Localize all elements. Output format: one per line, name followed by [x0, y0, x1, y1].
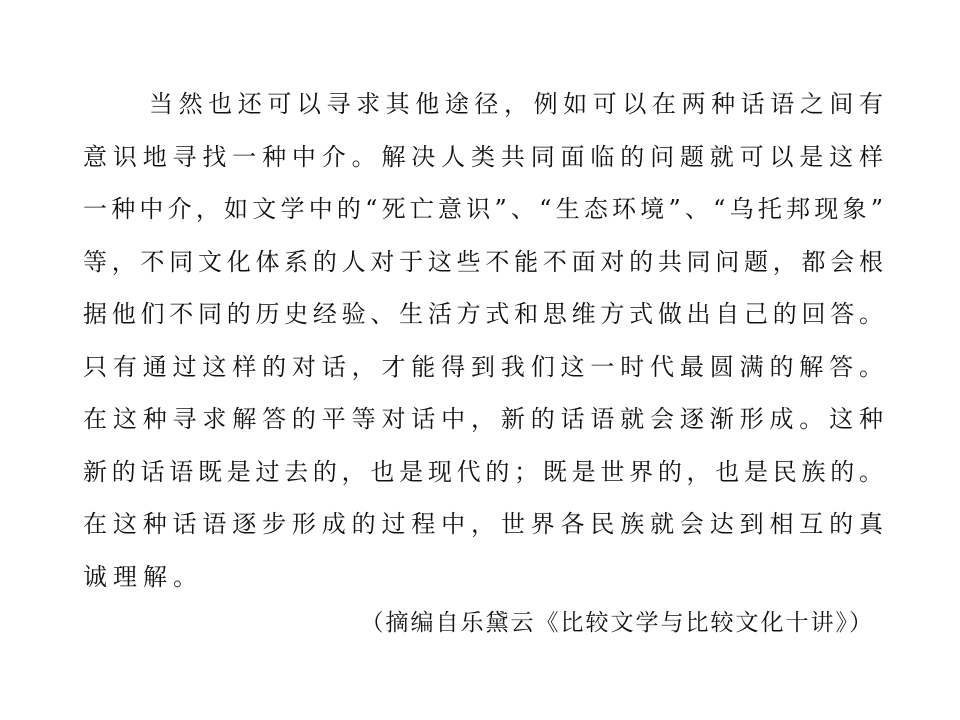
passage-line-5: 据他们不同的历史经验、生活方式和思维方式做出自己的回答。 — [83, 300, 883, 328]
passage-body — [83, 78, 883, 603]
passage-line-8: 新的话语既是过去的，也是现代的；既是世界的，也是民族的。 — [83, 457, 883, 486]
passage-line-7: 在这种寻求解答的平等对话中，新的话语就会逐渐形成。这种 — [83, 405, 883, 433]
passage-line-6: 只有通过这样的对话，才能得到我们这一时代最圆满的解答。 — [83, 352, 883, 381]
passage-line-1: 当然也还可以寻求其他途径，例如可以在两种话语之间有 — [149, 90, 883, 118]
passage-line-9: 在这种话语逐步形成的过程中，世界各民族就会达到相互的真 — [83, 510, 883, 538]
source-citation: （摘编自乐黛云《比较文学与比较文化十讲》） — [360, 610, 874, 636]
passage-line-3: 一种中介，如文学中的“死亡意识”、“生态环境”、“乌托邦现象” — [83, 195, 883, 223]
passage-line-4: 等，不同文化体系的人对于这些不能不面对的共同问题，都会根 — [83, 247, 883, 276]
passage-line-10: 诚理解。 — [83, 562, 203, 591]
passage-line-2: 意识地寻找一种中介。解决人类共同面临的问题就可以是这样 — [83, 142, 883, 171]
